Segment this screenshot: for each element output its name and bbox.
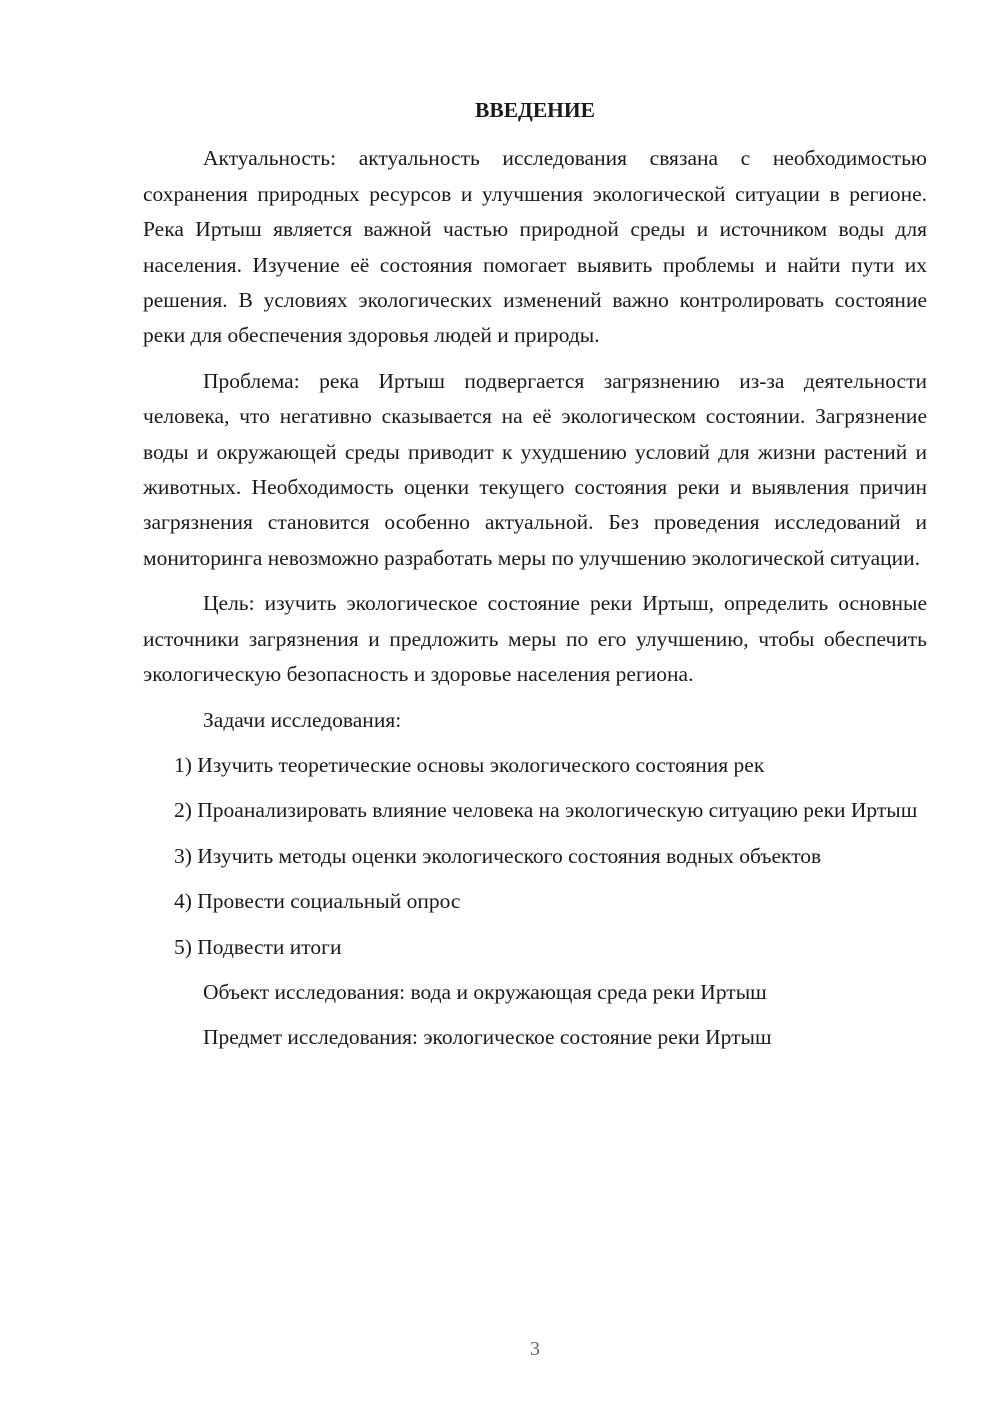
task-item-2: 2) Проанализировать влияние человека на экологическую ситуацию реки Иртыш <box>174 798 918 823</box>
task-item-4: 4) Провести социальный опрос <box>174 889 461 914</box>
page-content <box>143 93 927 1056</box>
task-item-3: 3) Изучить методы оценки экологического состояния водных объектов <box>174 843 822 868</box>
research-subject: Предмет исследования: экологическое состояние реки Иртыш <box>203 1025 772 1050</box>
task-item-5: 5) Подвести итоги <box>174 934 342 959</box>
page-title: ВВЕДЕНИЕ <box>475 98 595 122</box>
research-object: Объект исследования: вода и окружающая среда реки Иртыш <box>203 979 767 1004</box>
paragraph-goal: Цель: изучить экологическое состояние реки Иртыш, определить основные источники загрязнения и предложить меры по его улучшению, чтобы обеспечить экологическую безопасность и здоровье населения региона. <box>143 591 927 687</box>
paragraph-relevance: Актуальность: актуальность исследования связана с необходимостью сохранения природных ресурсов и улучшения экологической ситуации в регионе. Река Иртыш является важной частью природной среды и источником воды для населения. Изучение её состояния помогает выявить проблемы и найти пути их решения. В условиях экологических изменений важно контролировать состояние реки для обеспечения здоровья людей и природы. <box>143 146 927 348</box>
tasks-heading: Задачи исследования: <box>203 707 402 732</box>
page-number: 3 <box>530 1338 540 1360</box>
paragraph-problem: Проблема: река Иртыш подвергается загрязнению из-за деятельности человека, что негативно сказывается на её экологическом состоянии. Загрязнение воды и окружающей среды приводит к ухудшению условий для жизни растений и животных. Необходимость оценки текущего состояния реки и выявления причин загрязнения становится особенно актуальной. Без проведения исследований и мониторинга невозможно разработать меры по улучшению экологической ситуации. <box>143 368 927 570</box>
task-item-1: 1) Изучить теоретические основы экологического состояния рек <box>174 752 765 777</box>
